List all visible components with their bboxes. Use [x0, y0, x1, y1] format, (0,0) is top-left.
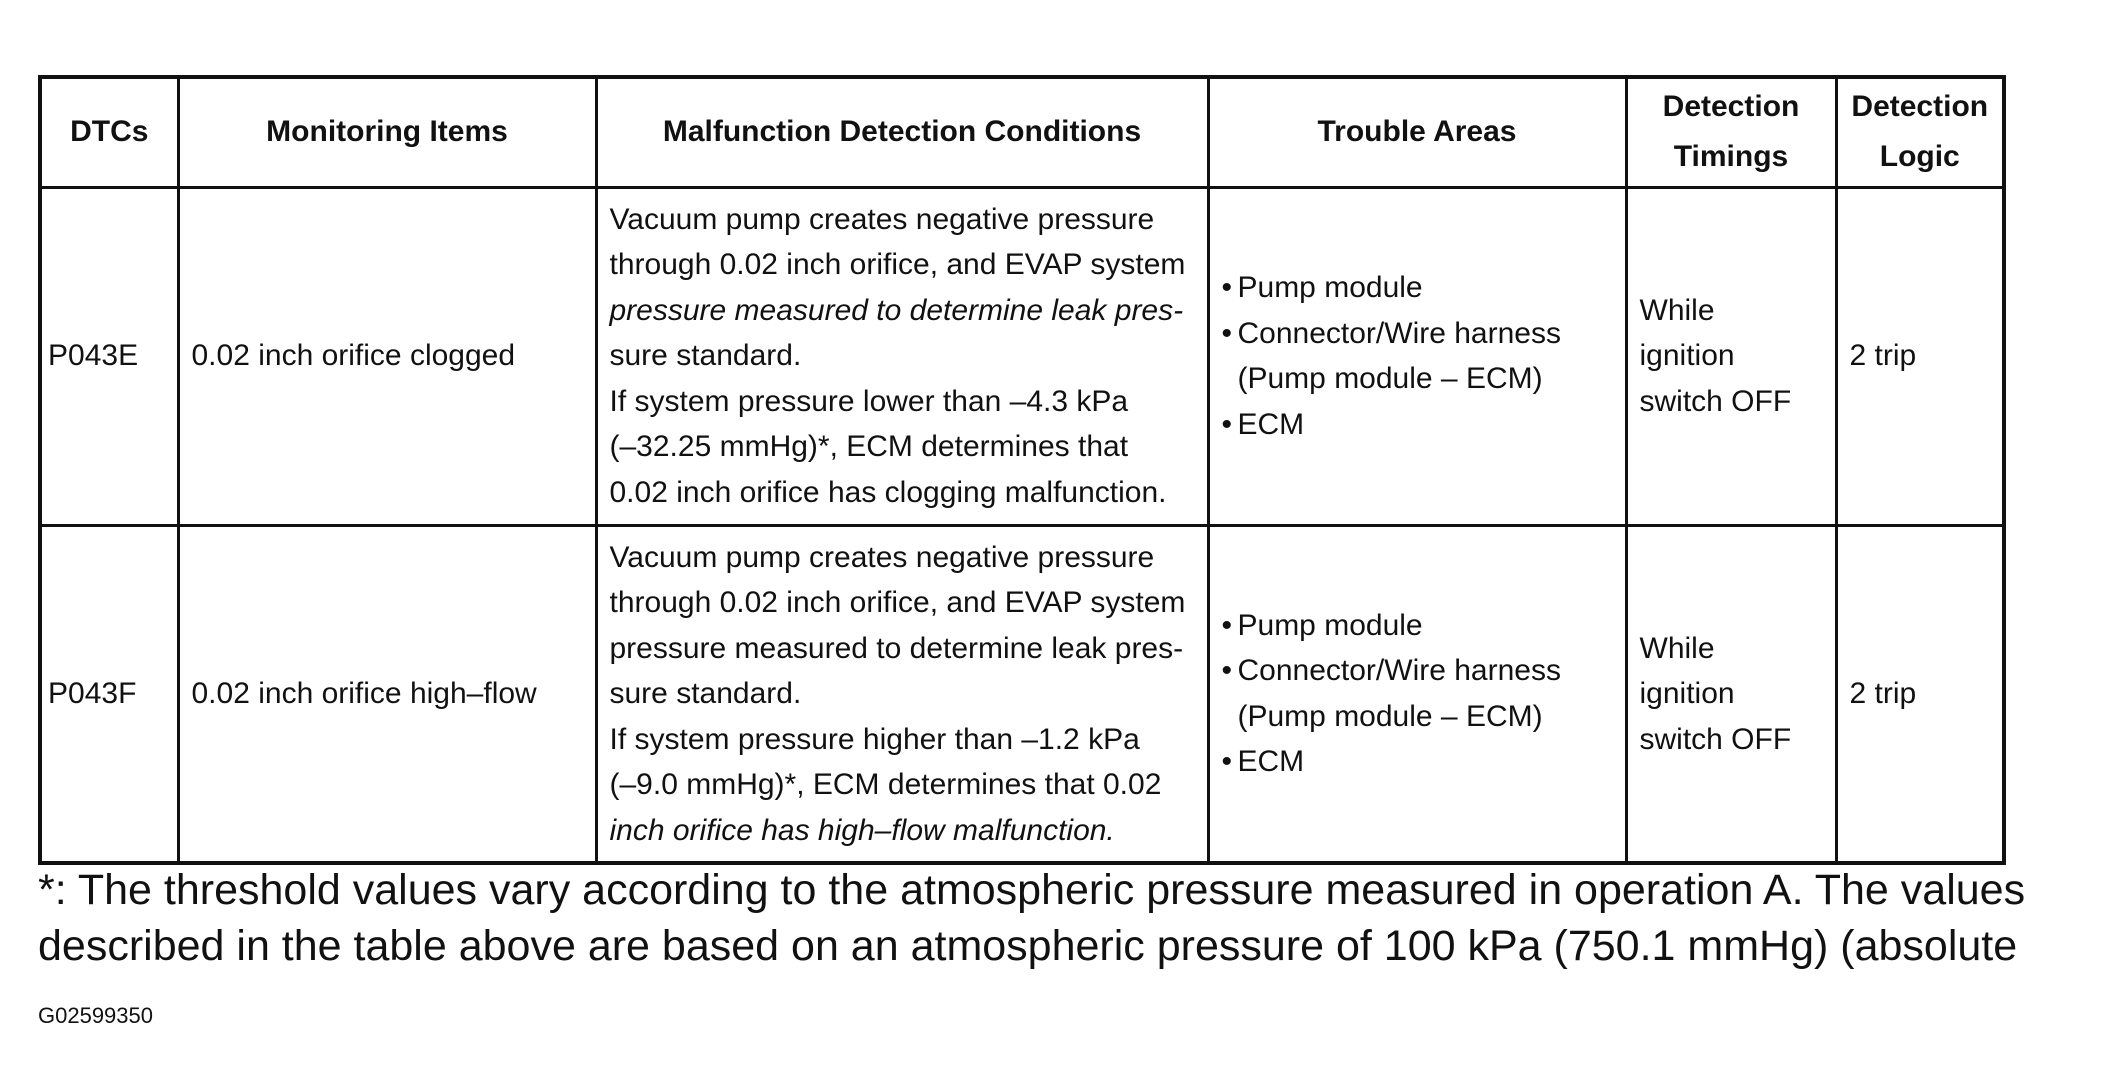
header-detection-logic: [1836, 77, 2004, 187]
footnote-line: described in the table above are based on an atmospheric pressure of 100 kPa (750.1 mmHg) (absolute: [38, 922, 2018, 970]
header-trouble-areas: Trouble Areas: [1208, 77, 1626, 187]
trouble-area-item: [1222, 402, 1613, 448]
trouble-area-subtext: (Pump module – ECM): [1237, 699, 1543, 733]
trouble-area-item: [1222, 739, 1613, 785]
detection-timing: [1626, 187, 1836, 525]
trouble-area-item: [1222, 265, 1613, 311]
trouble-area-text: Pump module: [1237, 608, 1423, 642]
timing-line: ignition: [1639, 339, 1735, 373]
detection-logic: 2 trip: [1836, 187, 2004, 525]
header-logic-line1: Detection: [1851, 90, 1989, 124]
dtc-table: [38, 75, 2006, 865]
trouble-area-text: Connector/Wire harness: [1237, 316, 1561, 350]
dtc-code: P043F: [40, 525, 178, 863]
trouble-area-text: Connector/Wire harness: [1237, 654, 1561, 688]
table-row: [40, 525, 2004, 863]
timing-line: ignition: [1639, 677, 1735, 710]
table-row: [40, 187, 2004, 525]
footnote-line: *: The threshold values vary according to the atmospheric pressure measured in operation A. The values: [38, 866, 2026, 914]
table-header-row: [40, 77, 2004, 187]
condition-line: through 0.02 inch orifice, and EVAP system: [609, 586, 1186, 619]
bullet-icon: •: [1221, 407, 1233, 441]
header-timings-line1: Detection: [1662, 90, 1800, 124]
trouble-area-item: [1222, 603, 1613, 649]
header-timings-line2: Timings: [1673, 140, 1789, 174]
bullet-icon: •: [1221, 271, 1233, 304]
trouble-areas: [1208, 525, 1626, 863]
timing-line: switch OFF: [1639, 722, 1792, 756]
condition-line: inch orifice has high–flow malfunction.: [609, 813, 1115, 847]
header-logic-line2: Logic: [1879, 140, 1960, 174]
trouble-area-item: [1222, 648, 1613, 694]
figure-id: G02599350: [38, 1003, 153, 1028]
header-conditions: Malfunction Detection Conditions: [596, 77, 1208, 187]
bullet-icon: •: [1221, 654, 1233, 688]
condition-line: If system pressure lower than –4.3 kPa: [609, 384, 1129, 418]
condition-line: 0.02 inch orifice has clogging malfunction.: [609, 475, 1167, 509]
condition-line: If system pressure higher than –1.2 kPa: [609, 722, 1140, 756]
timing-line: While: [1639, 293, 1715, 327]
timing-line: switch OFF: [1639, 384, 1792, 418]
dtc-code: P043E: [40, 187, 178, 525]
trouble-area-text: ECM: [1237, 407, 1305, 441]
condition-line: (–9.0 mmHg)*, ECM determines that 0.02: [609, 768, 1162, 801]
trouble-area-subtext: (Pump module – ECM): [1237, 362, 1543, 395]
detection-conditions: [596, 187, 1208, 525]
condition-line: (–32.25 mmHg)*, ECM determines that: [609, 430, 1129, 464]
footnote: [38, 862, 2118, 974]
timing-line: While: [1639, 631, 1715, 665]
bullet-icon: •: [1221, 316, 1233, 350]
bullet-icon: •: [1221, 608, 1233, 642]
header-dtcs: DTCs: [40, 77, 178, 187]
detection-conditions: [596, 525, 1208, 863]
detection-timing: [1626, 525, 1836, 863]
detection-logic: 2 trip: [1836, 525, 2004, 863]
condition-line: Vacuum pump creates negative pressure: [609, 202, 1155, 236]
trouble-areas: [1208, 187, 1626, 525]
header-detection-timings: [1626, 77, 1836, 187]
condition-line: sure standard.: [609, 677, 802, 710]
condition-line: pressure measured to determine leak pres-: [609, 293, 1184, 327]
condition-line: sure standard.: [609, 339, 802, 373]
monitoring-item: 0.02 inch orifice high–flow: [178, 525, 596, 863]
condition-line: through 0.02 inch orifice, and EVAP system: [609, 248, 1186, 282]
trouble-area-list: [1222, 265, 1613, 447]
monitoring-item: 0.02 inch orifice clogged: [178, 187, 596, 525]
trouble-area-list: [1222, 603, 1613, 785]
trouble-area-item: [1222, 311, 1613, 357]
trouble-area-text: Pump module: [1237, 271, 1423, 304]
condition-line: pressure measured to determine leak pres-: [609, 631, 1184, 665]
header-monitoring-items: Monitoring Items: [178, 77, 596, 187]
trouble-area-text: ECM: [1237, 745, 1305, 779]
bullet-icon: •: [1221, 745, 1233, 779]
condition-line: Vacuum pump creates negative pressure: [609, 540, 1155, 574]
